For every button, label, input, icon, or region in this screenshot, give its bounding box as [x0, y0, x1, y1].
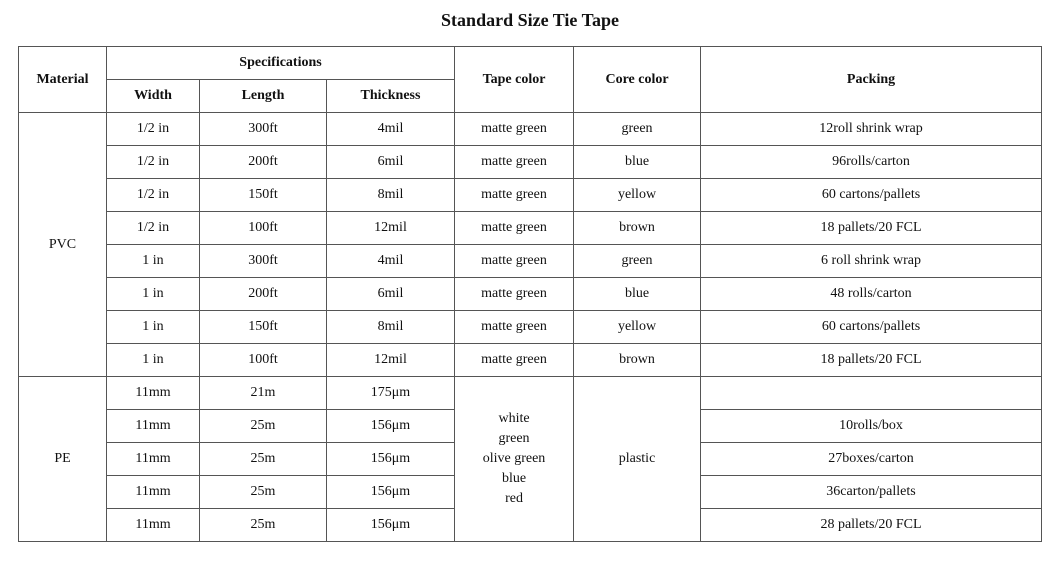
cell-core-color: yellow — [574, 179, 701, 212]
cell-tape-color: matte green — [455, 146, 574, 179]
cell-length: 21m — [200, 377, 327, 410]
table-row — [19, 278, 1042, 311]
cell-thickness: 8mil — [327, 311, 455, 344]
cell-thickness: 6mil — [327, 146, 455, 179]
cell-thickness: 156μm — [327, 443, 455, 476]
tape-color-item: white — [498, 411, 530, 426]
cell-length: 150ft — [200, 179, 327, 212]
cell-width: 1/2 in — [107, 113, 200, 146]
header-width: Width — [107, 80, 200, 113]
table-row — [19, 344, 1042, 377]
cell-packing: 96rolls/carton — [701, 146, 1042, 179]
page-title: Standard Size Tie Tape — [441, 10, 619, 30]
cell-thickness: 12mil — [327, 212, 455, 245]
table-row — [19, 146, 1042, 179]
cell-core-color: green — [574, 113, 701, 146]
material-pe: PE — [19, 377, 107, 542]
cell-thickness: 12mil — [327, 344, 455, 377]
cell-width: 1/2 in — [107, 212, 200, 245]
cell-tape-color: matte green — [455, 311, 574, 344]
cell-thickness: 4mil — [327, 245, 455, 278]
cell-width: 11mm — [107, 377, 200, 410]
cell-packing: 48 rolls/carton — [701, 278, 1042, 311]
tape-color-item: blue — [501, 471, 527, 486]
cell-width: 11mm — [107, 410, 200, 443]
cell-width: 1 in — [107, 344, 200, 377]
cell-packing: 10rolls/box — [701, 410, 1042, 443]
cell-tape-color: matte green — [455, 344, 574, 377]
material-pvc: PVC — [19, 113, 107, 377]
cell-width: 1/2 in — [107, 146, 200, 179]
table-row — [19, 377, 1042, 410]
cell-tape-color: matte green — [455, 278, 574, 311]
cell-width: 11mm — [107, 476, 200, 509]
cell-length: 25m — [200, 443, 327, 476]
cell-core-color: yellow — [574, 311, 701, 344]
cell-length: 150ft — [200, 311, 327, 344]
cell-core-color: blue — [574, 146, 701, 179]
cell-width: 1/2 in — [107, 179, 200, 212]
cell-width: 1 in — [107, 278, 200, 311]
cell-core-color: plastic — [574, 377, 701, 542]
cell-tape-color: matte green — [455, 212, 574, 245]
cell-length: 100ft — [200, 344, 327, 377]
cell-tape-colors — [455, 377, 574, 542]
cell-thickness: 4mil — [327, 113, 455, 146]
tape-color-item: red — [505, 491, 523, 506]
cell-packing: 18 pallets/20 FCL — [701, 212, 1042, 245]
header-material: Material — [19, 47, 107, 113]
header-specifications: Specifications — [107, 47, 455, 80]
cell-width: 1 in — [107, 245, 200, 278]
cell-packing: 6 roll shrink wrap — [701, 245, 1042, 278]
tape-color-item: green — [498, 431, 530, 446]
cell-length: 25m — [200, 509, 327, 542]
cell-thickness: 6mil — [327, 278, 455, 311]
table-row — [19, 212, 1042, 245]
table-row — [19, 245, 1042, 278]
cell-width: 11mm — [107, 509, 200, 542]
cell-thickness: 156μm — [327, 476, 455, 509]
cell-tape-color: matte green — [455, 245, 574, 278]
cell-length: 200ft — [200, 278, 327, 311]
cell-thickness: 156μm — [327, 509, 455, 542]
cell-length: 100ft — [200, 212, 327, 245]
cell-packing: 27boxes/carton — [701, 443, 1042, 476]
header-tape-color: Tape color — [455, 47, 574, 113]
cell-width: 11mm — [107, 443, 200, 476]
cell-packing: 12roll shrink wrap — [701, 113, 1042, 146]
tape-color-item: olive green — [482, 451, 546, 466]
cell-packing — [701, 377, 1042, 410]
cell-length: 25m — [200, 410, 327, 443]
tie-tape-table — [18, 46, 1042, 542]
cell-packing: 28 pallets/20 FCL — [701, 509, 1042, 542]
cell-packing: 36carton/pallets — [701, 476, 1042, 509]
header-packing: Packing — [701, 47, 1042, 113]
cell-core-color: blue — [574, 278, 701, 311]
table-row — [19, 311, 1042, 344]
table-row — [19, 179, 1042, 212]
cell-thickness: 175μm — [327, 377, 455, 410]
cell-tape-color: matte green — [455, 179, 574, 212]
cell-core-color: brown — [574, 344, 701, 377]
table-row — [19, 113, 1042, 146]
cell-packing: 60 cartons/pallets — [701, 311, 1042, 344]
header-length: Length — [200, 80, 327, 113]
cell-tape-color: matte green — [455, 113, 574, 146]
cell-packing: 60 cartons/pallets — [701, 179, 1042, 212]
cell-length: 300ft — [200, 245, 327, 278]
cell-length: 200ft — [200, 146, 327, 179]
cell-width: 1 in — [107, 311, 200, 344]
cell-thickness: 156μm — [327, 410, 455, 443]
header-core-color: Core color — [574, 47, 701, 113]
cell-length: 25m — [200, 476, 327, 509]
cell-packing: 18 pallets/20 FCL — [701, 344, 1042, 377]
cell-core-color: brown — [574, 212, 701, 245]
cell-core-color: green — [574, 245, 701, 278]
cell-length: 300ft — [200, 113, 327, 146]
header-thickness: Thickness — [327, 80, 455, 113]
cell-thickness: 8mil — [327, 179, 455, 212]
